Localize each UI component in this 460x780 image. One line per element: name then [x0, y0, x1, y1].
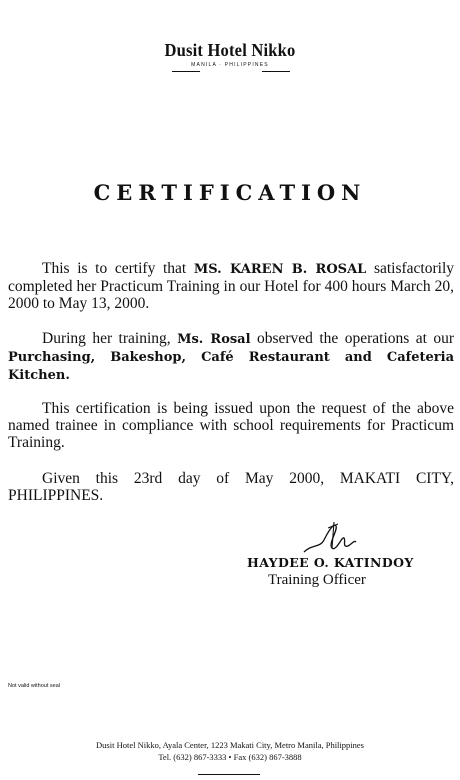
trainee-short-name: Ms. Rosal	[177, 332, 251, 347]
hotel-logo: Dusit Hotel Nikko	[164, 40, 296, 60]
signatory-name: HAYDEE O. KATINDOY	[247, 555, 414, 570]
paragraph-training	[8, 330, 454, 384]
paragraph-purpose: This certification is being issued upon the request of the above named trainee in compliance with school requirements for Practicum Training.	[8, 400, 454, 451]
footer-rule	[198, 774, 260, 775]
departments: Purchasing, Bakeshop, Café Restaurant and Cafeteria Kitchen.	[8, 350, 454, 383]
logo-rule-left	[172, 71, 200, 72]
paragraph-given: Given this 23rd day of May 2000, MAKATI CITY, PHILIPPINES.	[8, 470, 454, 504]
seal-disclaimer: Not valid without seal	[8, 683, 60, 689]
footer-contact: Tel. (632) 867-3333 • Fax (632) 867-3888	[158, 752, 302, 762]
signature-mark	[298, 518, 358, 558]
p1-lead: This is to certify that	[42, 260, 194, 277]
footer	[0, 739, 460, 763]
p2-mid: observed the operations at our	[250, 330, 454, 347]
hotel-location: MANILA · PHILIPPINES	[191, 62, 269, 68]
trainee-name: MS. KAREN B. ROSAL	[193, 262, 367, 277]
footer-address: Dusit Hotel Nikko, Ayala Center, 1223 Makati City, Metro Manila, Philippines	[96, 740, 364, 750]
document-title: CERTIFICATION	[93, 180, 367, 205]
p2-lead: During her training,	[42, 330, 178, 347]
paragraph-certify	[8, 260, 454, 312]
logo-rule-right	[262, 71, 290, 72]
signatory-title: Training Officer	[268, 572, 366, 588]
p1-rest: satisfactorily completed her Practicum Training in our Hotel for 400 hours March 20, 2000 to May 13, 2000.	[8, 260, 454, 312]
letterhead	[0, 40, 460, 68]
